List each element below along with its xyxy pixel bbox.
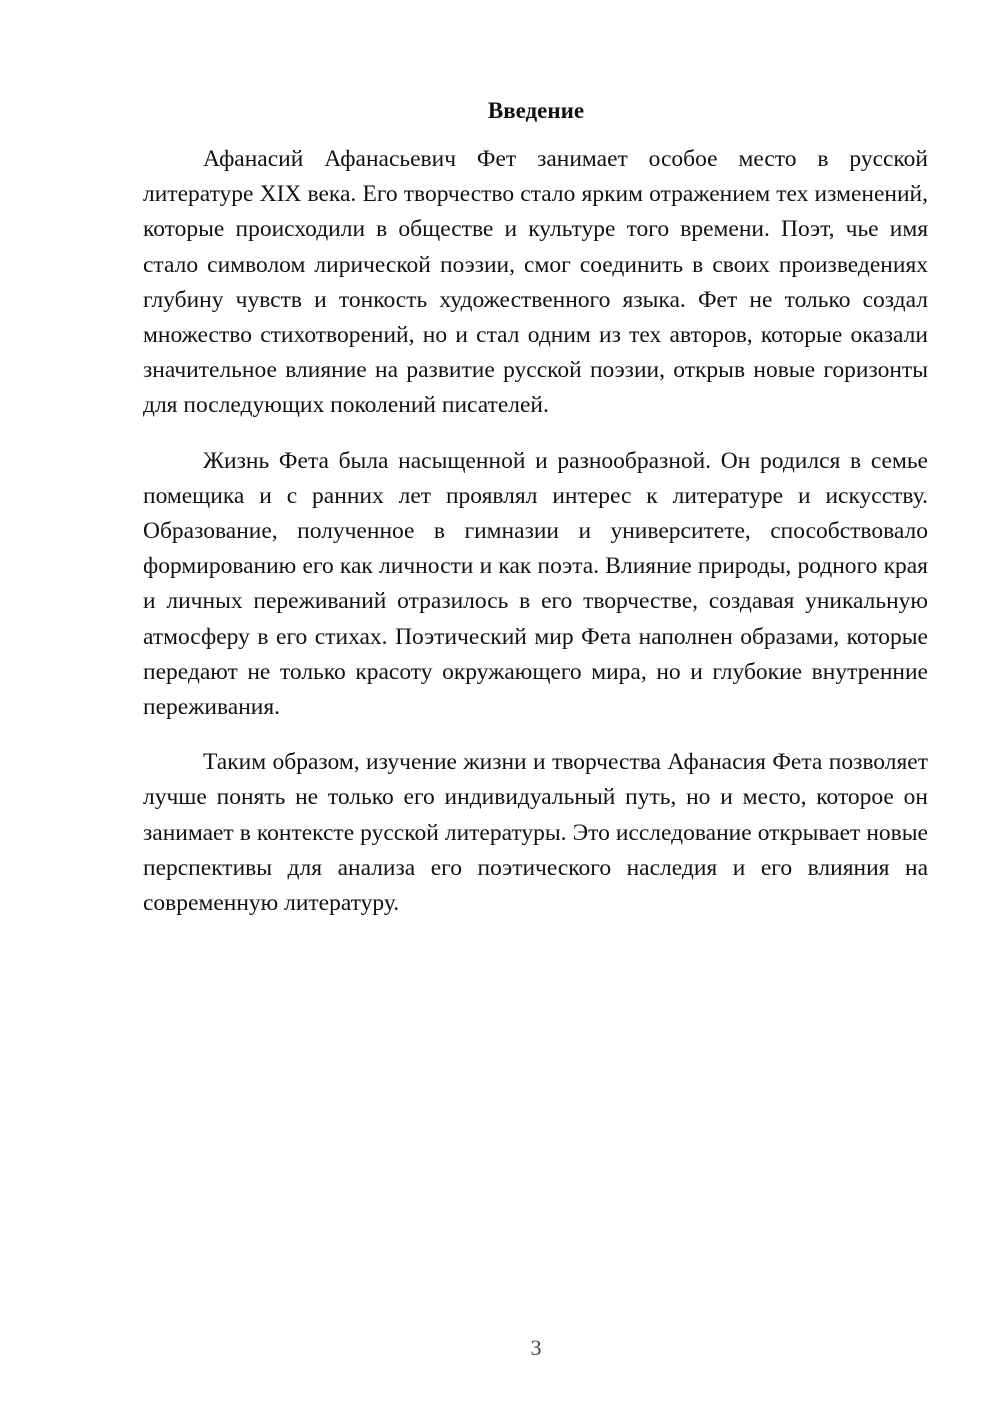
paragraph-conclusion: Таким образом, изучение жизни и творчества Афанасия Фета позволяет лучше понять не только его индивидуальный путь, но и место, которое он занимает в контексте русской литературы. Это исследование открывает новые перспективы для анализа его поэтического наследия и его влияния на современную литературу. bbox=[143, 749, 928, 917]
paragraph-biography: Жизнь Фета была насыщенной и разнообразной. Он родился в семье помещика и с ранних лет проявлял интерес к литературе и искусству. Образование, полученное в гимназии и университете, способствовало формированию его как личности и как поэта. Влияние природы, родного края и личных переживаний отразилось в его творчестве, создавая уникальную атмосферу в его стихах. Поэтический мир Фета наполнен образами, которые передают не только красоту окружающего мира, но и глубокие внутренние переживания. bbox=[143, 447, 928, 721]
page-number: 3 bbox=[530, 1335, 542, 1360]
paragraph-introduction: Афанасий Афанасьевич Фет занимает особое место в русской литературе XIX века. Его творчество стало ярким отражением тех изменений, которые происходили в обществе и культуре того времени. Поэт, чье имя стало символом лирической поэзии, смог соединить в своих произведениях глубину чувств и тонкость художественного языка. Фет не только создал множество стихотворений, но и стал одним из тех авторов, которые оказали значительное влияние на развитие русской поэзии, открыв новые горизонты для последующих поколений писателей. bbox=[143, 146, 928, 419]
body-text bbox=[143, 142, 928, 941]
section-heading: Введение bbox=[487, 98, 585, 123]
